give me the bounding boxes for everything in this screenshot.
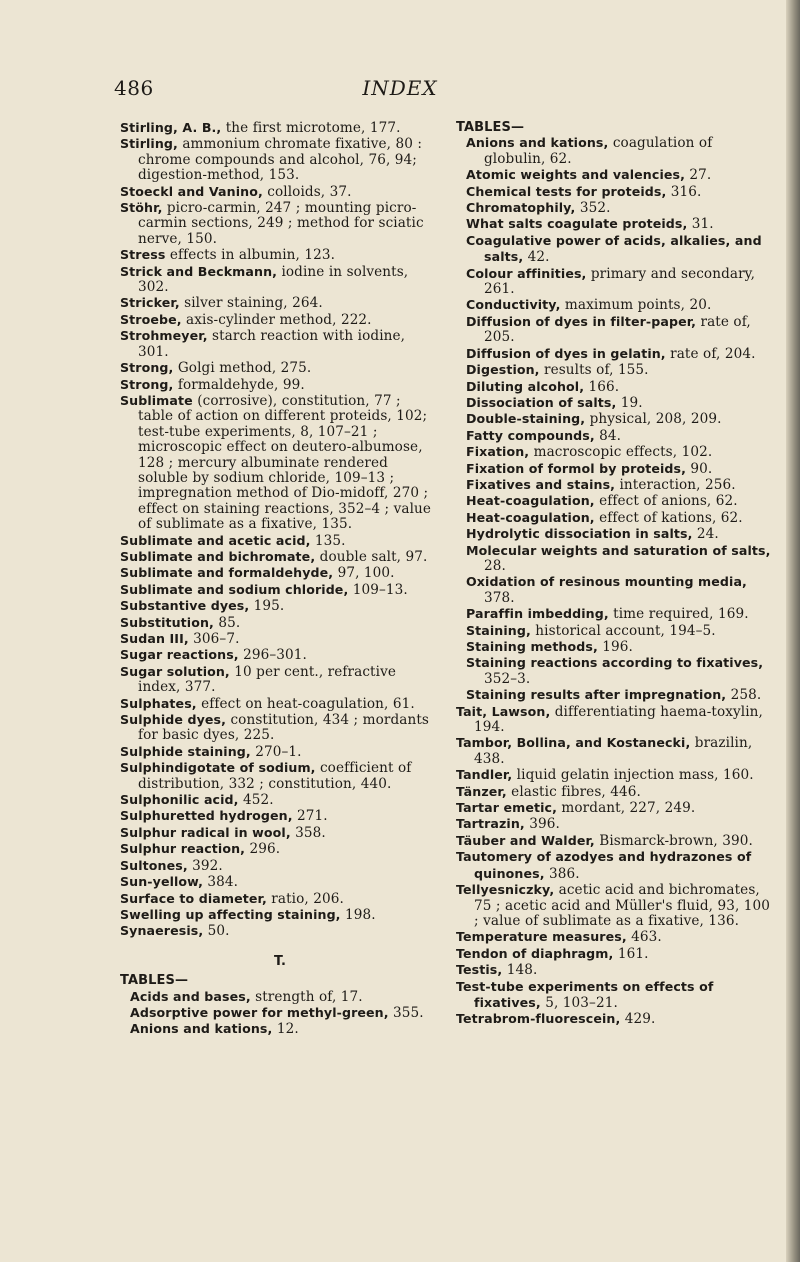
index-term: Oxidation of resinous mounting media, [466, 574, 747, 590]
index-term: Sublimate and acetic acid, [120, 532, 311, 548]
index-entry [120, 841, 440, 857]
index-references: 378. [484, 589, 515, 606]
page-edge [786, 0, 800, 1262]
index-entry [120, 989, 440, 1005]
index-entry [120, 360, 440, 376]
index-term: Stirling, [120, 136, 178, 152]
index-term: Sulphindigotate of sodium, [120, 760, 316, 776]
index-references: acetic acid and bichromates, 75 ; acetic acid and Müller's fluid, 93, 100 ; value of sublimate as a fixative, 136. [474, 882, 771, 929]
index-term: Double-staining, [466, 411, 586, 427]
index-entry [120, 120, 440, 136]
index-entry [456, 1011, 776, 1027]
index-entry [120, 808, 440, 824]
index-references: 148. [502, 962, 538, 979]
index-references: effect of anions, 62. [594, 493, 738, 510]
index-term: Heat-coagulation, [466, 493, 595, 509]
index-references: 271. [292, 808, 328, 825]
index-term: Diffusion of dyes in filter-paper, [466, 313, 697, 329]
index-entry [456, 184, 776, 200]
index-references: rate of, 205. [484, 313, 751, 346]
index-entry [120, 328, 440, 360]
index-references: 161. [613, 945, 649, 962]
index-term: Test-tube experiments on effects of fixatives, [456, 978, 714, 1010]
index-entry [456, 655, 776, 687]
index-entry [456, 704, 776, 736]
index-term: Stroebe, [120, 311, 182, 327]
index-entry [120, 874, 440, 890]
index-references: 198. [340, 906, 376, 923]
index-term: Swelling up affecting staining, [120, 906, 341, 922]
index-entry [456, 461, 776, 477]
index-term: Sugar reactions, [120, 647, 239, 663]
index-entry [456, 233, 776, 266]
index-references: Golgi method, 275. [173, 360, 312, 377]
index-term: Acids and bases, [130, 988, 251, 1004]
index-term: Synaeresis, [120, 923, 204, 939]
index-entry [456, 444, 776, 460]
index-references: 316. [666, 183, 702, 200]
index-references: 352. [575, 200, 611, 217]
index-term: Tänzer, [456, 783, 507, 799]
index-references: 42. [523, 249, 550, 266]
index-entry [456, 962, 776, 978]
index-references: colloids, 37. [262, 183, 352, 200]
index-references: 84. [594, 427, 622, 444]
index-references: 27. [684, 167, 712, 184]
index-column-right [456, 120, 776, 1028]
index-references: mordant, 227, 249. [556, 800, 696, 817]
running-head: INDEX [362, 76, 438, 100]
index-references: (corrosive), constitution, 77 ; table of action on different proteids, 102; test-tube experiments, 8, 107–21 ; microscopic effect on deutero-albumose, 128 ; mercury albuminate rendered soluble by sodium chloride, 109–13 ; impregnation method of Dio-midoff, 270 ; effect on staining reactions, 352–4 ; value of sublimate as a fixative, 135. [138, 392, 432, 533]
index-entry [456, 379, 776, 395]
index-term: Anions and kations, [466, 135, 609, 151]
index-entry [456, 167, 776, 183]
index-entry [120, 136, 440, 183]
index-entry [120, 615, 440, 631]
index-entry [456, 946, 776, 962]
index-references: 19. [616, 394, 643, 411]
index-references: 166. [584, 378, 620, 395]
section-letter: T. [273, 953, 287, 969]
index-term: Stoeckl and Vanino, [120, 183, 263, 199]
index-term: Chemical tests for proteids, [466, 183, 667, 199]
index-term: Coagulative power of acids, alkalies, and salts, [466, 232, 762, 265]
index-references: 24. [692, 526, 719, 543]
index-references: picro-carmin, 247 ; mounting picro-carmin sections, 249 ; method for sciatic nerve, 150. [138, 200, 424, 247]
index-references: 452. [238, 792, 274, 809]
index-references: ratio, 206. [266, 890, 344, 907]
index-term: Colour affinities, [466, 265, 587, 281]
index-entry [456, 314, 776, 346]
index-references: 195. [249, 598, 285, 615]
index-term: Tetrabrom-fluorescein, [456, 1011, 621, 1027]
index-entry [456, 510, 776, 526]
index-references: physical, 208, 209. [585, 411, 722, 428]
index-term: Stricker, [120, 295, 180, 311]
index-term: Staining results after impregnation, [466, 687, 727, 703]
index-references: 50. [203, 923, 230, 940]
index-entry [120, 393, 440, 533]
index-entry [120, 712, 440, 744]
index-references: interaction, 256. [615, 476, 736, 493]
index-references: the first microtome, 177. [221, 120, 401, 136]
index-references: effects in albumin, 123. [165, 247, 336, 264]
index-entry [456, 395, 776, 411]
index-references: double salt, 97. [315, 548, 428, 565]
index-term: Temperature measures, [456, 929, 627, 945]
index-entry [120, 184, 440, 200]
index-term: Strong, [120, 360, 174, 376]
tables-heading-continued: TABLES— [456, 120, 525, 135]
index-entry [120, 696, 440, 712]
index-references: strength of, 17. [250, 988, 363, 1005]
index-entry [456, 493, 776, 509]
right-tables-entries [456, 135, 776, 703]
index-references: 296. [245, 841, 281, 858]
index-entry [456, 346, 776, 362]
index-references: 386. [544, 865, 580, 882]
index-references: 28. [484, 557, 506, 574]
index-references: liquid gelatin injection mass, 160. [512, 767, 754, 784]
index-term: Hydrolytic dissociation in salts, [466, 526, 693, 542]
index-term: Sultones, [120, 857, 188, 873]
index-entry [456, 882, 776, 929]
index-references: 384. [202, 874, 239, 891]
index-entry [456, 833, 776, 849]
index-references: 85. [213, 614, 241, 631]
index-term: Conductivity, [466, 297, 561, 313]
index-term: Sulphur reaction, [120, 841, 246, 857]
index-references: 196. [597, 639, 633, 655]
index-term: Täuber and Walder, [456, 832, 595, 848]
index-term: Fixation, [466, 444, 530, 460]
index-entry [120, 923, 440, 939]
index-entry [120, 760, 440, 792]
index-references: effect on heat-coagulation, 61. [196, 695, 415, 712]
index-term: Sulphonilic acid, [120, 792, 239, 808]
index-term: Tautomery of azodyes and hydrazones of quinones, [456, 849, 752, 881]
index-references: 358. [290, 824, 326, 841]
index-references: historical account, 194–5. [530, 622, 716, 639]
index-term: Tartar emetic, [456, 800, 557, 816]
index-entry [456, 929, 776, 945]
index-entry [120, 744, 440, 760]
index-references: rate of, 204. [665, 345, 756, 362]
index-references: primary and secondary, 261. [484, 265, 756, 298]
index-term: Tendon of diaphragm, [456, 945, 614, 961]
index-entry [456, 297, 776, 313]
index-term: Staining methods, [466, 639, 598, 654]
index-entry [456, 623, 776, 639]
index-references: 355. [388, 1004, 424, 1021]
index-entry [456, 216, 776, 232]
index-term: Strong, [120, 376, 174, 392]
index-entry [456, 266, 776, 298]
index-entry [120, 825, 440, 841]
index-entry [456, 362, 776, 378]
index-references: 296–301. [238, 647, 307, 664]
index-references: 31. [687, 216, 714, 233]
index-term: Tait, Lawson, [456, 703, 551, 719]
index-term: Sublimate and sodium chloride, [120, 581, 349, 597]
index-entry [120, 598, 440, 614]
index-references: 392. [187, 857, 223, 874]
index-entry [456, 816, 776, 832]
index-term: Stirling, A. B., [120, 120, 222, 135]
index-term: Strohmeyer, [120, 328, 208, 344]
index-references: 396. [524, 816, 560, 833]
index-term: Chromatophily, [466, 200, 576, 216]
index-references: brazilin, 438. [474, 735, 753, 767]
index-entry [456, 606, 776, 622]
index-entry [120, 1021, 440, 1037]
index-references: 258. [726, 687, 762, 704]
index-references: starch reaction with iodine, 301. [138, 328, 406, 360]
index-term: Surface to diameter, [120, 890, 267, 906]
index-references: 135. [310, 532, 346, 549]
index-term: Tandler, [456, 767, 513, 783]
index-references: silver staining, 264. [179, 295, 323, 312]
index-references: 306–7. [188, 631, 240, 647]
index-entry [120, 533, 440, 549]
index-entry [120, 647, 440, 663]
left-tables-entries [120, 989, 440, 1038]
index-references: 429. [620, 1011, 656, 1028]
index-entry [456, 735, 776, 767]
index-entry [456, 428, 776, 444]
index-term: Sulphide dyes, [120, 712, 227, 728]
index-term: Sublimate and bichromate, [120, 548, 316, 564]
index-term: Diffusion of dyes in gelatin, [466, 345, 666, 361]
index-references: maximum points, 20. [560, 297, 712, 314]
index-entry [456, 687, 776, 703]
index-entry [120, 565, 440, 581]
index-entry [120, 858, 440, 874]
index-entry [456, 135, 776, 167]
page-number: 486 [114, 76, 154, 100]
index-term: Sudan III, [120, 631, 189, 646]
index-references: macroscopic effects, 102. [529, 444, 713, 461]
index-references: ammonium chromate fixative, 80 : chrome compounds and alcohol, 76, 94; digestion-method, 153. [138, 136, 423, 184]
index-entry [456, 526, 776, 542]
index-references: formaldehyde, 99. [173, 376, 305, 393]
index-term: Tambor, Bollina, and Kostanecki, [456, 735, 691, 751]
index-entry [456, 477, 776, 493]
index-term: Diluting alcohol, [466, 378, 585, 394]
index-entry [120, 264, 440, 296]
index-entry [456, 800, 776, 816]
index-term: Staining reactions according to fixatives, [466, 655, 764, 671]
index-entry [456, 639, 776, 655]
index-entry [120, 1005, 440, 1021]
index-entry [120, 891, 440, 907]
index-references: time required, 169. [608, 606, 749, 623]
index-term: Anions and kations, [130, 1021, 273, 1037]
index-references: effect of kations, 62. [594, 509, 743, 526]
index-entry [120, 549, 440, 565]
index-references: axis-cylinder method, 222. [181, 311, 372, 328]
index-references: differentiating haema-toxylin, 194. [474, 703, 763, 736]
left-entries [120, 120, 440, 940]
index-term: Sugar solution, [120, 663, 230, 679]
index-term: Staining, [466, 622, 531, 638]
index-term: Strick and Beckmann, [120, 263, 278, 279]
index-entry [120, 907, 440, 923]
index-entry [456, 574, 776, 606]
index-references: 97, 100. [333, 565, 395, 582]
index-references: coagulation of globulin, 62. [484, 135, 713, 167]
index-references: 109–13. [348, 581, 408, 598]
index-term: Substitution, [120, 614, 214, 630]
index-term: Substantive dyes, [120, 598, 250, 614]
index-references: 463. [626, 929, 662, 946]
index-term: Sulphuretted hydrogen, [120, 808, 293, 824]
index-references: 12. [272, 1021, 299, 1038]
index-term: Stress [120, 247, 166, 263]
index-entry [120, 664, 440, 696]
index-entry [456, 411, 776, 427]
index-references: results of, 155. [539, 362, 649, 379]
index-references: 5, 103–21. [540, 994, 618, 1011]
index-references: 10 per cent., refractive index, 377. [138, 663, 396, 696]
index-entry [120, 295, 440, 311]
index-term: Sublimate [120, 392, 193, 408]
index-term: What salts coagulate proteids, [466, 216, 688, 232]
index-references: constitution, 434 ; mordants for basic dyes, 225. [138, 712, 429, 744]
index-references: elastic fibres, 446. [506, 783, 641, 800]
index-column-left [120, 120, 440, 1038]
index-term: Tartrazin, [456, 816, 525, 832]
index-references: Bismarck-brown, 390. [594, 832, 753, 849]
tables-heading: TABLES— [120, 973, 189, 989]
index-entry [120, 792, 440, 808]
index-entry [120, 312, 440, 328]
index-entry [456, 849, 776, 882]
index-term: Sulphur radical in wool, [120, 824, 291, 840]
index-entry [456, 784, 776, 800]
index-term: Dissociation of salts, [466, 394, 617, 410]
index-entry [456, 200, 776, 216]
index-entry [456, 979, 776, 1012]
index-term: Sulphide staining, [120, 743, 251, 759]
index-term: Molecular weights and saturation of salts, [466, 542, 771, 558]
index-entry [120, 247, 440, 263]
index-entry [456, 543, 776, 575]
index-references: 270–1. [250, 743, 302, 760]
index-references: iodine in solvents, 302. [138, 263, 409, 296]
index-entry [120, 200, 440, 247]
index-references: coefficient of distribution, 332 ; constitution, 440. [138, 760, 412, 792]
index-entry [456, 767, 776, 783]
index-term: Testis, [456, 962, 503, 978]
index-entry [120, 377, 440, 393]
index-term: Fixation of formol by proteids, [466, 460, 686, 476]
index-term: Sulphates, [120, 695, 197, 711]
index-entry [120, 582, 440, 598]
index-term: Stöhr, [120, 200, 163, 216]
index-term: Fixatives and stains, [466, 476, 616, 492]
index-term: Tellyesniczky, [456, 882, 555, 898]
index-term: Adsorptive power for methyl-green, [130, 1004, 389, 1020]
index-term: Paraffin imbedding, [466, 606, 609, 622]
index-term: Heat-coagulation, [466, 509, 595, 525]
index-references: 90. [685, 460, 713, 477]
index-entry [120, 631, 440, 647]
index-references: 352–3. [484, 670, 531, 687]
index-term: Sublimate and formaldehyde, [120, 565, 334, 581]
index-term: Sun-yellow, [120, 874, 203, 890]
index-term: Fatty compounds, [466, 427, 595, 443]
right-entries [456, 704, 776, 1028]
index-term: Digestion, [466, 362, 540, 378]
index-term: Atomic weights and valencies, [466, 167, 685, 183]
